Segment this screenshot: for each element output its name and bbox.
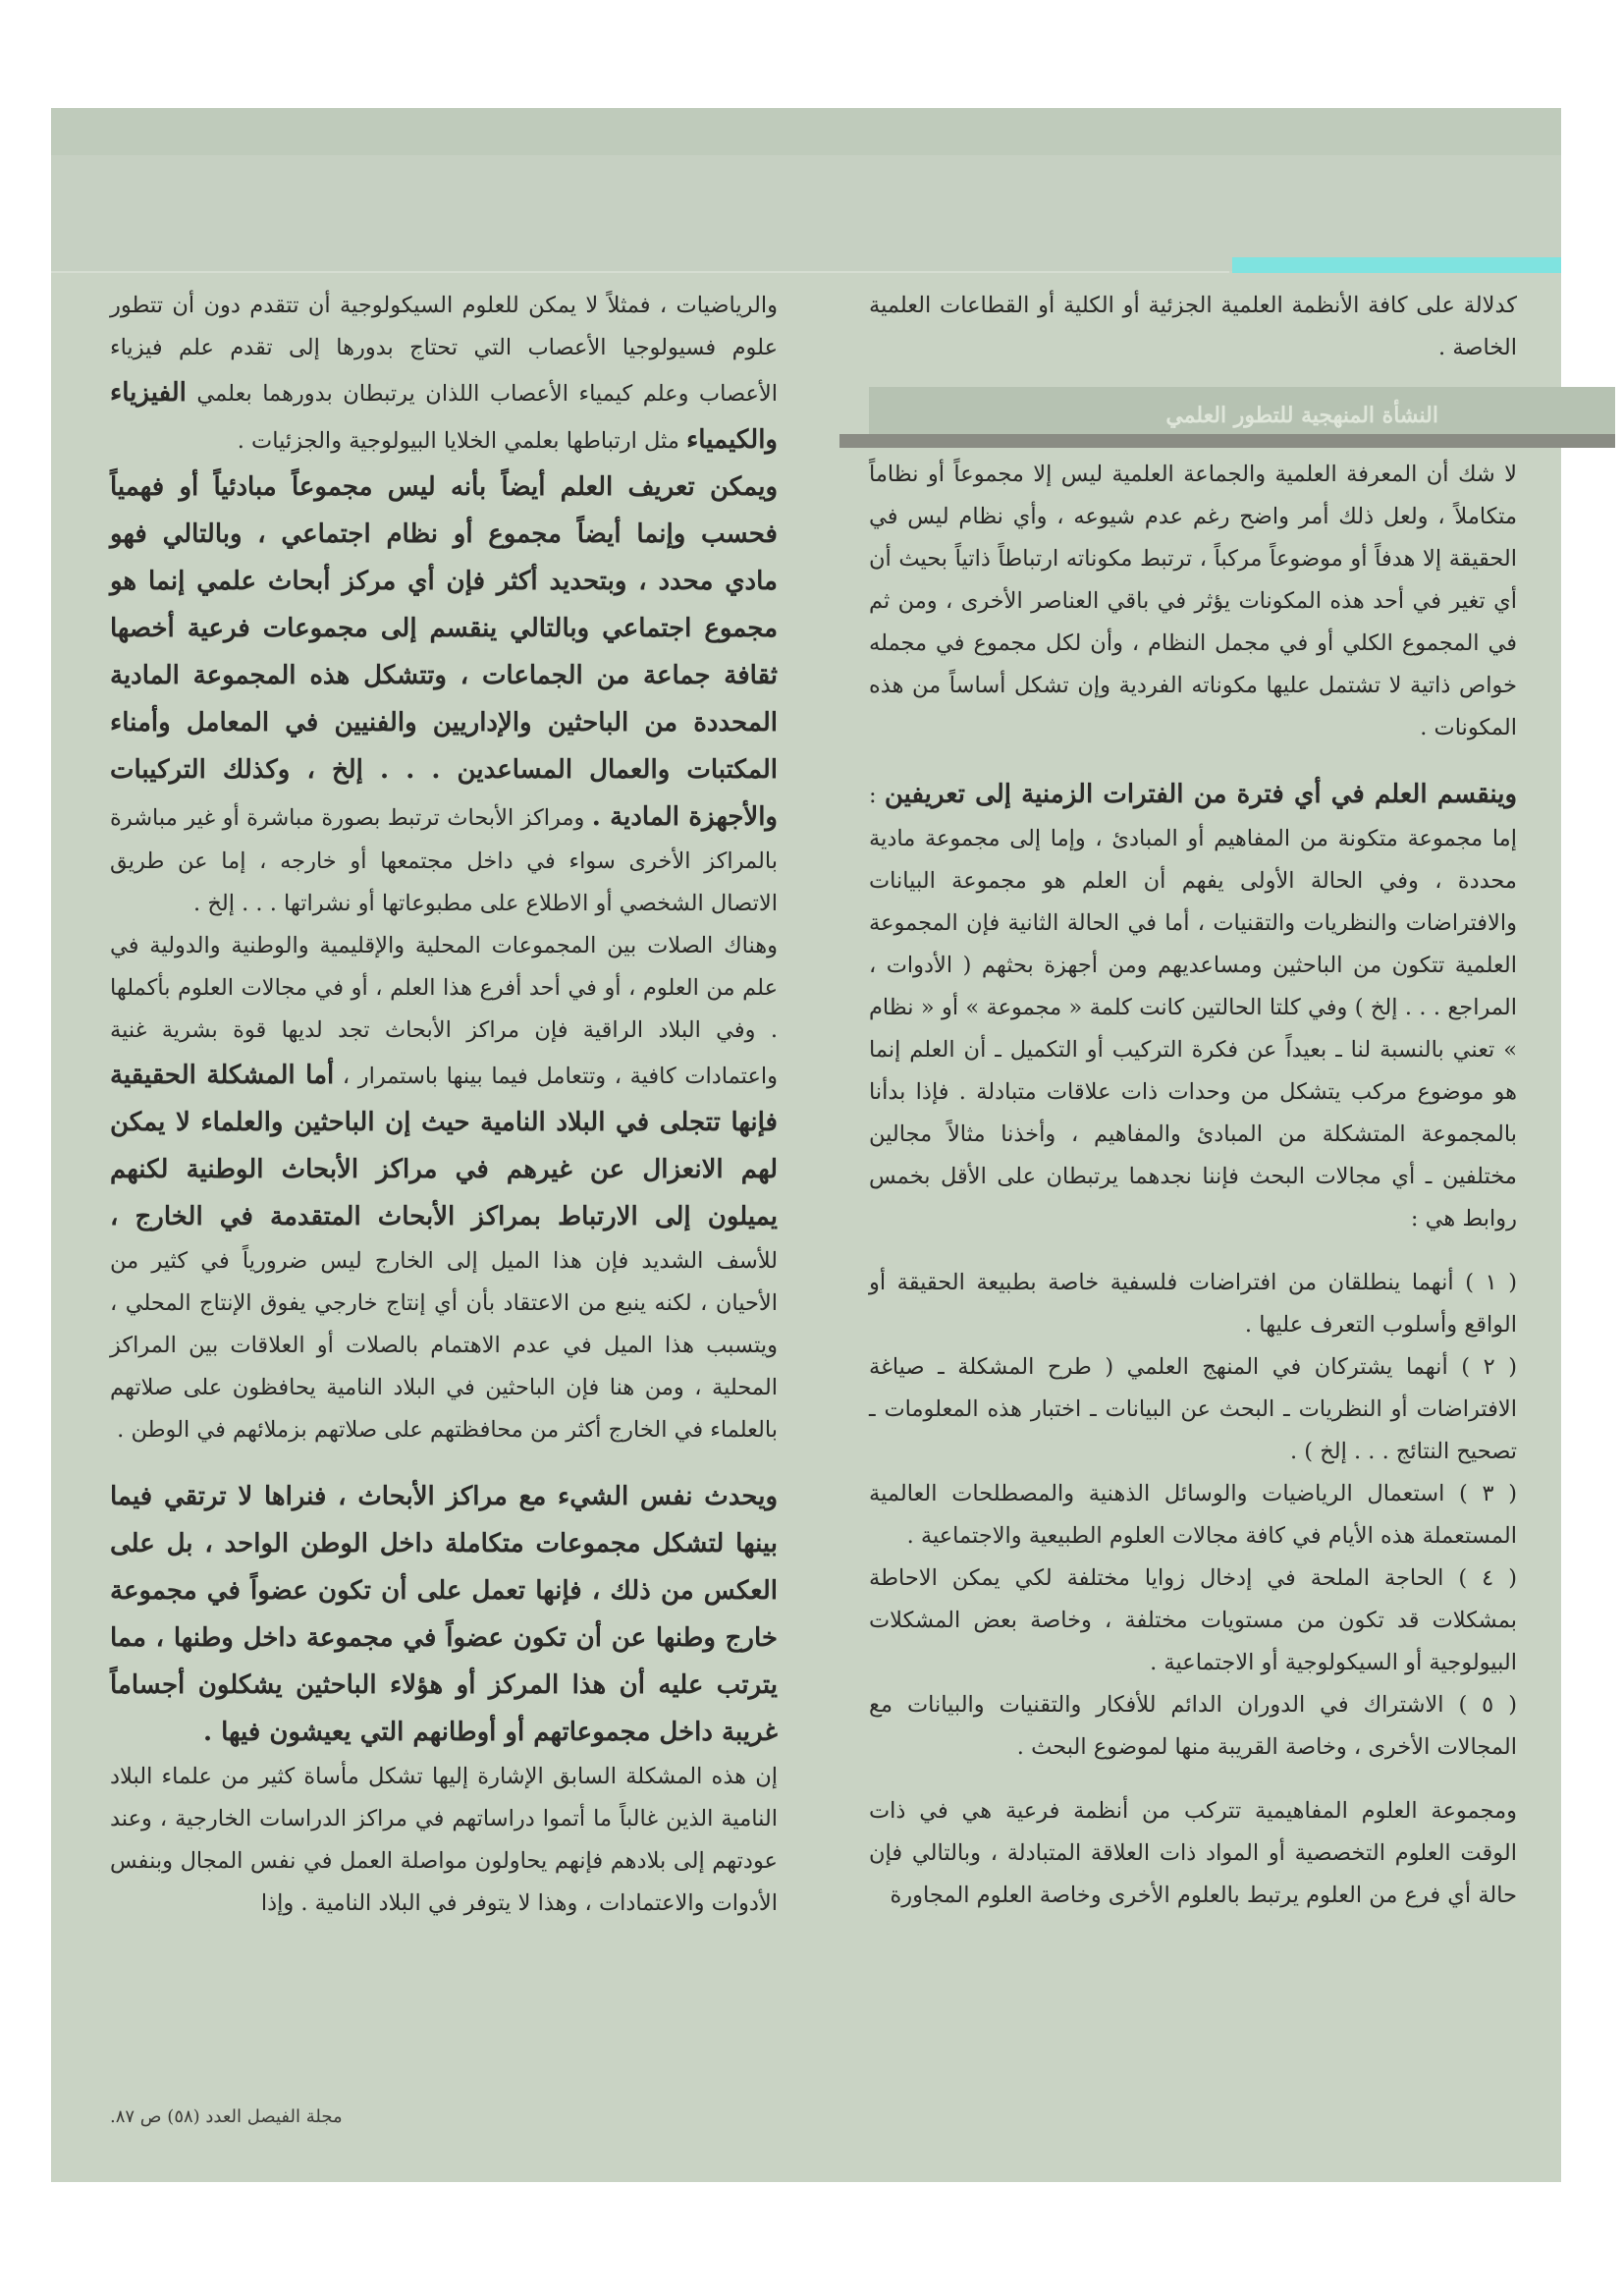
section-heading: النشأة المنهجية للتطور العلمي: [1165, 403, 1438, 428]
paragraph-4: [110, 285, 778, 464]
list-item: ( ٤ ) الحاجة الملحة في إدخال زوايا مختلفة لكي يمكن الاحاطة بمشكلات قد تكون من مستويات مختلفة ، وخاصة بعض المشكلات البيولوجية أو السيكولوجية أو الاجتماعية .: [869, 1565, 1517, 1675]
intro-paragraph: كدلالة على كافة الأنظمة العلمية الجزئية أو الكلية أو القطاعات العلمية الخاصة .: [869, 293, 1517, 360]
header-divider: [51, 271, 1229, 273]
paragraph-3: ومجموعة العلوم المفاهيمية تتركب من أنظمة فرعية هي في ذات الوقت العلوم التخصصية أو المواد ذات العلاقة المتبادلة ، وبالتالي فإن حالة أي فرع من العلوم يرتبط بالعلوم الأخرى وخاصة العلوم المجاورة: [869, 1798, 1517, 1908]
paragraph-5-body: ومراكز الأبحاث ترتبط بصورة مباشرة أو غير مباشرة بالمراكز الأخرى سواء في داخل مجتمعها أو خارجه ، إما عن طريق الاتصال الشخصي أو الاطلاع على مطبوعاتها أو نشراتها . . . إلخ .: [110, 805, 778, 916]
top-band: [51, 108, 1561, 155]
section-heading-bar: [869, 387, 1615, 442]
header-strip: [51, 155, 1561, 271]
list-item: ( ٥ ) الاشتراك في الدوران الدائم للأفكار والتقنيات والبيانات مع المجالات الأخرى ، وخاصة القريبة منها لموضوع البحث .: [869, 1692, 1517, 1760]
paragraph-2: [869, 771, 1517, 1240]
right-column: [869, 285, 1517, 1917]
list-item: ( ٣ ) استعمال الرياضيات والوسائل الذهنية والمصطلحات العالمية المستعملة هذه الأيام في كافة مجالات العلوم الطبيعية والاجتماعية .: [869, 1481, 1517, 1549]
paragraph-7: ويحدث نفس الشيء مع مراكز الأبحاث ، فنراها لا ترتقي فيما بينها لتشكل مجموعات متكاملة داخل الوطن الواحد ، بل على العكس من ذلك ، فإنها تعمل على أن تكون عضواً في مجموعة خارج وطنها عن أن تكون عضواً في مجموعة داخل وطنها ، مما يترتب عليه أن هذا المركز أو هؤلاء الباحثين يشكلون أجساماً غريبة داخل مجموعاتهم أو أوطانهم التي يعيشون فيها .: [110, 1482, 778, 1747]
section-heading-rule: [839, 434, 1615, 448]
list-item: ( ٢ ) أنهما يشتركان في المنهج العلمي ( طرح المشكلة ـ صياغة الافتراضات أو النظريات ـ البحث عن البيانات ـ اختبار هذه المعلومات ـ تصحيح النتائج . . . إلخ ) .: [869, 1354, 1517, 1464]
paragraph-6-end: للأسف الشديد فإن هذا الميل إلى الخارج ليس ضرورياً في كثير من الأحيان ، لكنه ينبع من الاعتقاد بأن أي إنتاج خارجي يفوق الإنتاج المحلي ، ويتسبب هذا الميل في عدم الاهتمام بالصلات أو العلاقات بين المراكز المحلية ، ومن هنا فإن الباحثين في البلاد النامية يحافظون على صلاتهم بالعلماء في الخارج أكثر من محافظتهم على صلاتهم بزملائهم في الوطن .: [110, 1248, 778, 1443]
footnote: مجلة الفيصل العدد (٥٨) ص ٨٧.: [110, 2106, 343, 2127]
paragraph-4-end: مثل ارتباطها بعلمي الخلايا البيولوجية والجزئيات .: [237, 428, 679, 454]
paragraph-6: [110, 925, 778, 1451]
paragraph-8: إن هذه المشكلة السابق الإشارة إليها تشكل مأساة كثير من علماء البلاد النامية الذين غالباً ما أتموا دراساتهم في مراكز الدراسات الخارجية ، وعند عودتهم إلى بلادهم فإنهم يحاولون مواصلة العمل في نفس المجال وبنفس الأدوات والاعتمادات ، وهذا لا يتوفر في البلاد النامية . وإذا: [110, 1764, 778, 1916]
paragraph-6-body: وهناك الصلات بين المجموعات المحلية والإقليمية والوطنية والدولية في علم من العلوم ، أو في أحد أفرع هذا العلم ، أو في مجالات العلوم بأكملها . وفي البلاد الراقية فإن مراكز الأبحاث تجد لديها قوة بشرية غنية واعتمادات كافية ، وتتعامل فيما بينها باستمرار ،: [110, 933, 779, 1089]
paragraph-4-emphasis: الفيزياء والكيمياء: [110, 378, 778, 455]
paragraph-5-lead: ويمكن تعريف العلم أيضاً بأنه ليس مجموعاً مبادئياً أو فهمياً فحسب وإنما أيضاً مجموع أو نظام اجتماعي ، وبالتالي فهو مادي محدد ، وبتحديد أكثر فإن أي مركز أبحاث علمي إنما هو مجموع اجتماعي وبالتالي ينقسم إلى مجموعات فرعية أخصها ثقافة جماعة من الجماعات ، وتتشكل هذه المجموعة المادية المحددة من الباحثين والإداريين والفنيين في المعامل وأمناء المكتبات والعمال المساعدين . . . إلخ ، وكذلك التركيبات والأجهزة المادية .: [110, 472, 778, 832]
paragraph-2-body: : إما مجموعة متكونة من المفاهيم أو المبادئ ، وإما إلى مجموعة مادية محددة ، وفي الحالة الأولى يفهم أن العلم هو مجموعة البيانات والافتراضات والنظريات والتقنيات ، أما في الحالة الثانية فإن المجموعة العلمية تتكون من الباحثين ومساعديهم ومن أجهزة بحثهم ( الأدوات ، المراجع . . . إلخ ) وفي كلتا الحالتين كانت كلمة « مجموعة » أو « نظام » تعني بالنسبة لنا ـ بعيداً عن فكرة التركيب أو التكميل ـ أن العلم إنما هو موضوع مركب يتشكل من وحدات ذات علاقات متبادلة . فإذا بدأنا بالمجموعة المتشكلة من المبادئ والمفاهيم ، وأخذنا مثالاً مجالين مختلفين ـ أي مجالات البحث فإننا نجدهما يرتبطان على الأقل بخمس روابط هي :: [869, 783, 1517, 1231]
accent-bar: [1232, 257, 1561, 273]
paragraph-1: لا شك أن المعرفة العلمية والجماعة العلمية ليس إلا مجموعاً أو نظاماً متكاملاً ، ولعل ذلك أمر واضح رغم عدم شيوعه ، وأي نظام ليس في الحقيقة إلا هدفاً أو موضوعاً مركباً ، ترتبط مكوناته ارتباطاً ذاتياً بحيث أن أي تغير في أحد هذه المكونات يؤثر في باقي العناصر الأخرى ، ومن ثم في المجموع الكلي أو في مجمل النظام ، وأن لكل مجموع في مجمله خواص ذاتية لا تشتمل عليها مكوناته الفردية وإن تشكل أساساً من هذه المكونات .: [869, 462, 1517, 740]
paragraph-5: [110, 464, 778, 925]
paragraph-2-lead: وينقسم العلم في أي فترة من الفترات الزمنية إلى تعريفين: [884, 780, 1517, 809]
list-item: ( ١ ) أنهما ينطلقان من افتراضات فلسفية خاصة بطبيعة الحقيقة أو الواقع وأسلوب التعرف عليها .: [869, 1270, 1518, 1338]
paragraph-4-body: والرياضيات ، فمثلاً لا يمكن للعلوم السيكولوجية أن تتقدم دون أن تتطور علوم فسيولوجيا الأعصاب التي تحتاج بدورها إلى تقدم علم فيزياء الأعصاب وعلم كيمياء الأعصاب اللذان يرتبطان بدورهما بعلمي: [110, 293, 778, 407]
paragraph-6-emphasis: أما المشكلة الحقيقية فإنها تتجلى في البلاد النامية حيث إن الباحثين والعلماء لا يمكن لهم الانعزال عن غيرهم في مراكز الأبحاث الوطنية لكنهم يميلون إلى الارتباط بمراكز الأبحاث المتقدمة في الخارج ،: [110, 1061, 778, 1231]
left-column: [110, 285, 778, 1925]
